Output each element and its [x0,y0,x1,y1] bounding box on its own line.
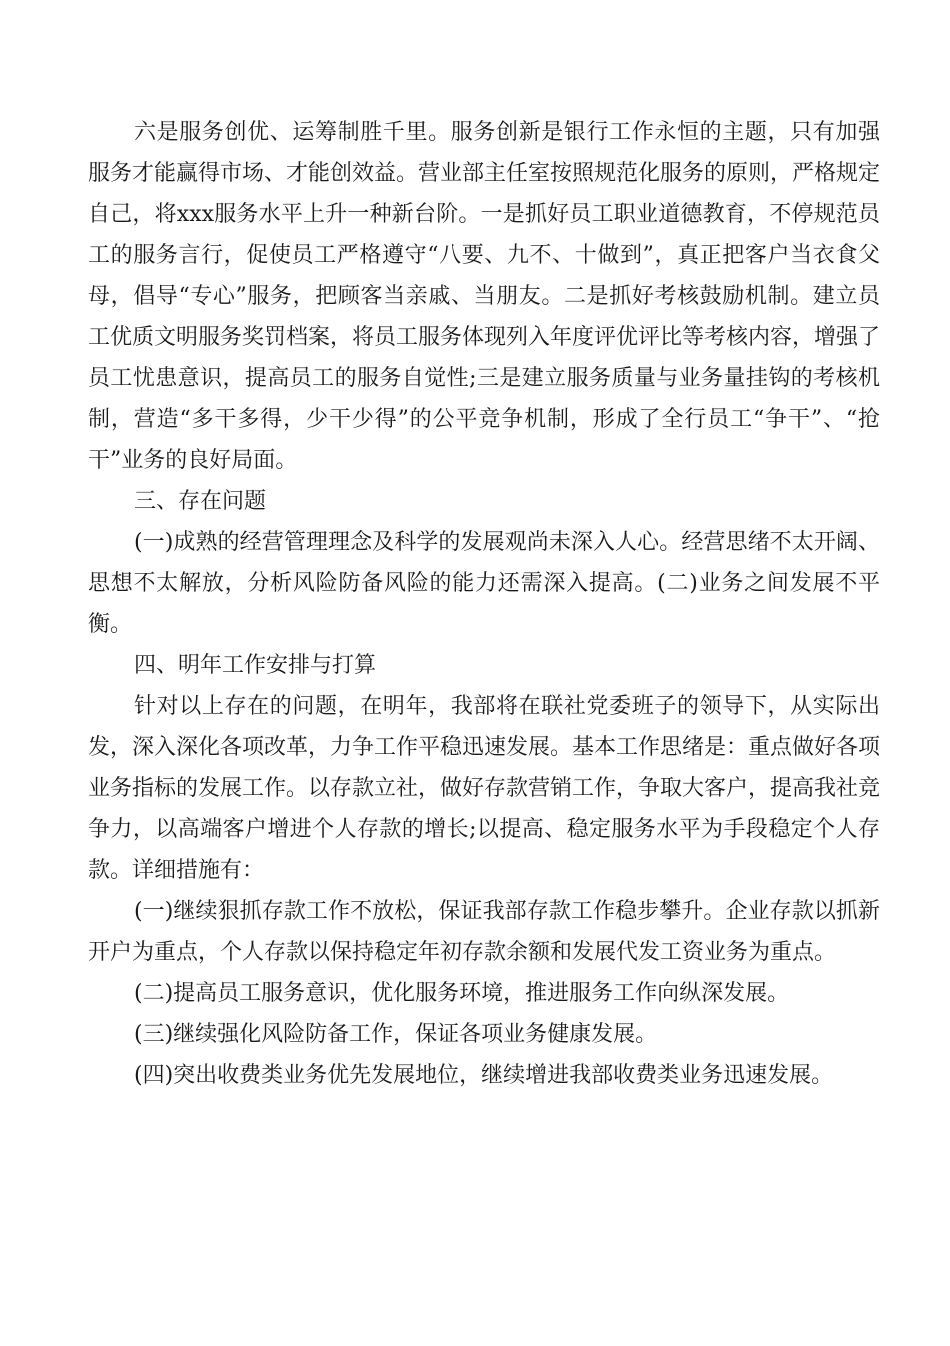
paragraph-measure-1: (一)继续狠抓存款工作不放松，保证我部存款工作稳步攀升。企业存款以抓新开户为重点，个人存款以保持稳定年初存款余额和发展代发工资业务为重点。 [88,899,880,965]
paragraph-measure-4: (四)突出收费类业务优先发展地位，继续增进我部收费类业务迅速发展。 [134,1063,834,1088]
section-heading-existing-problems: 三、存在问题 [134,489,267,514]
paragraph-measure-3: (三)继续强化风险防备工作，保证各项业务健康发展。 [134,1022,658,1047]
section-heading-next-year-plan: 四、明年工作安排与打算 [134,653,377,678]
paragraph-measure-2: (二)提高员工服务意识，优化服务环境，推进服务工作向纵深发展。 [134,981,790,1006]
paragraph-problems: (一)成熟的经营管理理念及科学的发展观尚未深入人心。经营思绪不太开阔、思想不太解放，分析风险防备风险的能力还需深入提高。(二)业务之间发展不平衡。 [88,530,880,637]
paragraph-service-innovation: 六是服务创优、运筹制胜千里。服务创新是银行工作永恒的主题，只有加强服务才能赢得市场、才能创效益。营业部主任室按照规范化服务的原则，严格规定自己，将xxx服务水平上升一种新台阶。一是抓好员工职业道德教育，不停规范员工的服务言行，促使员工严格遵守“八要、九不、十做到”，真正把客户当衣食父母，倡导“专心”服务，把顾客当亲戚、当朋友。二是抓好考核鼓励机制。建立员工优质文明服务奖罚档案，将员工服务体现列入年度评优评比等考核内容，增强了员工忧患意识，提高员工的服务自觉性;三是建立服务质量与业务量挂钩的考核机制，营造“多干多得，少干少得”的公平竞争机制，形成了全行员工“争干”、“抢干”业务的良好局面。 [88,120,881,473]
paragraph-plan-intro: 针对以上存在的问题，在明年，我部将在联社党委班子的领导下，从实际出发，深入深化各项改革，力争工作平稳迅速发展。基本工作思绪是：重点做好各项业务指标的发展工作。以存款立社，做好存款营销工作，争取大客户，提高我社竞争力，以高端客户增进个人存款的增长;以提高、稳定服务水平为手段稳定个人存款。详细措施有： [88,694,881,883]
document-page [88,112,880,1096]
